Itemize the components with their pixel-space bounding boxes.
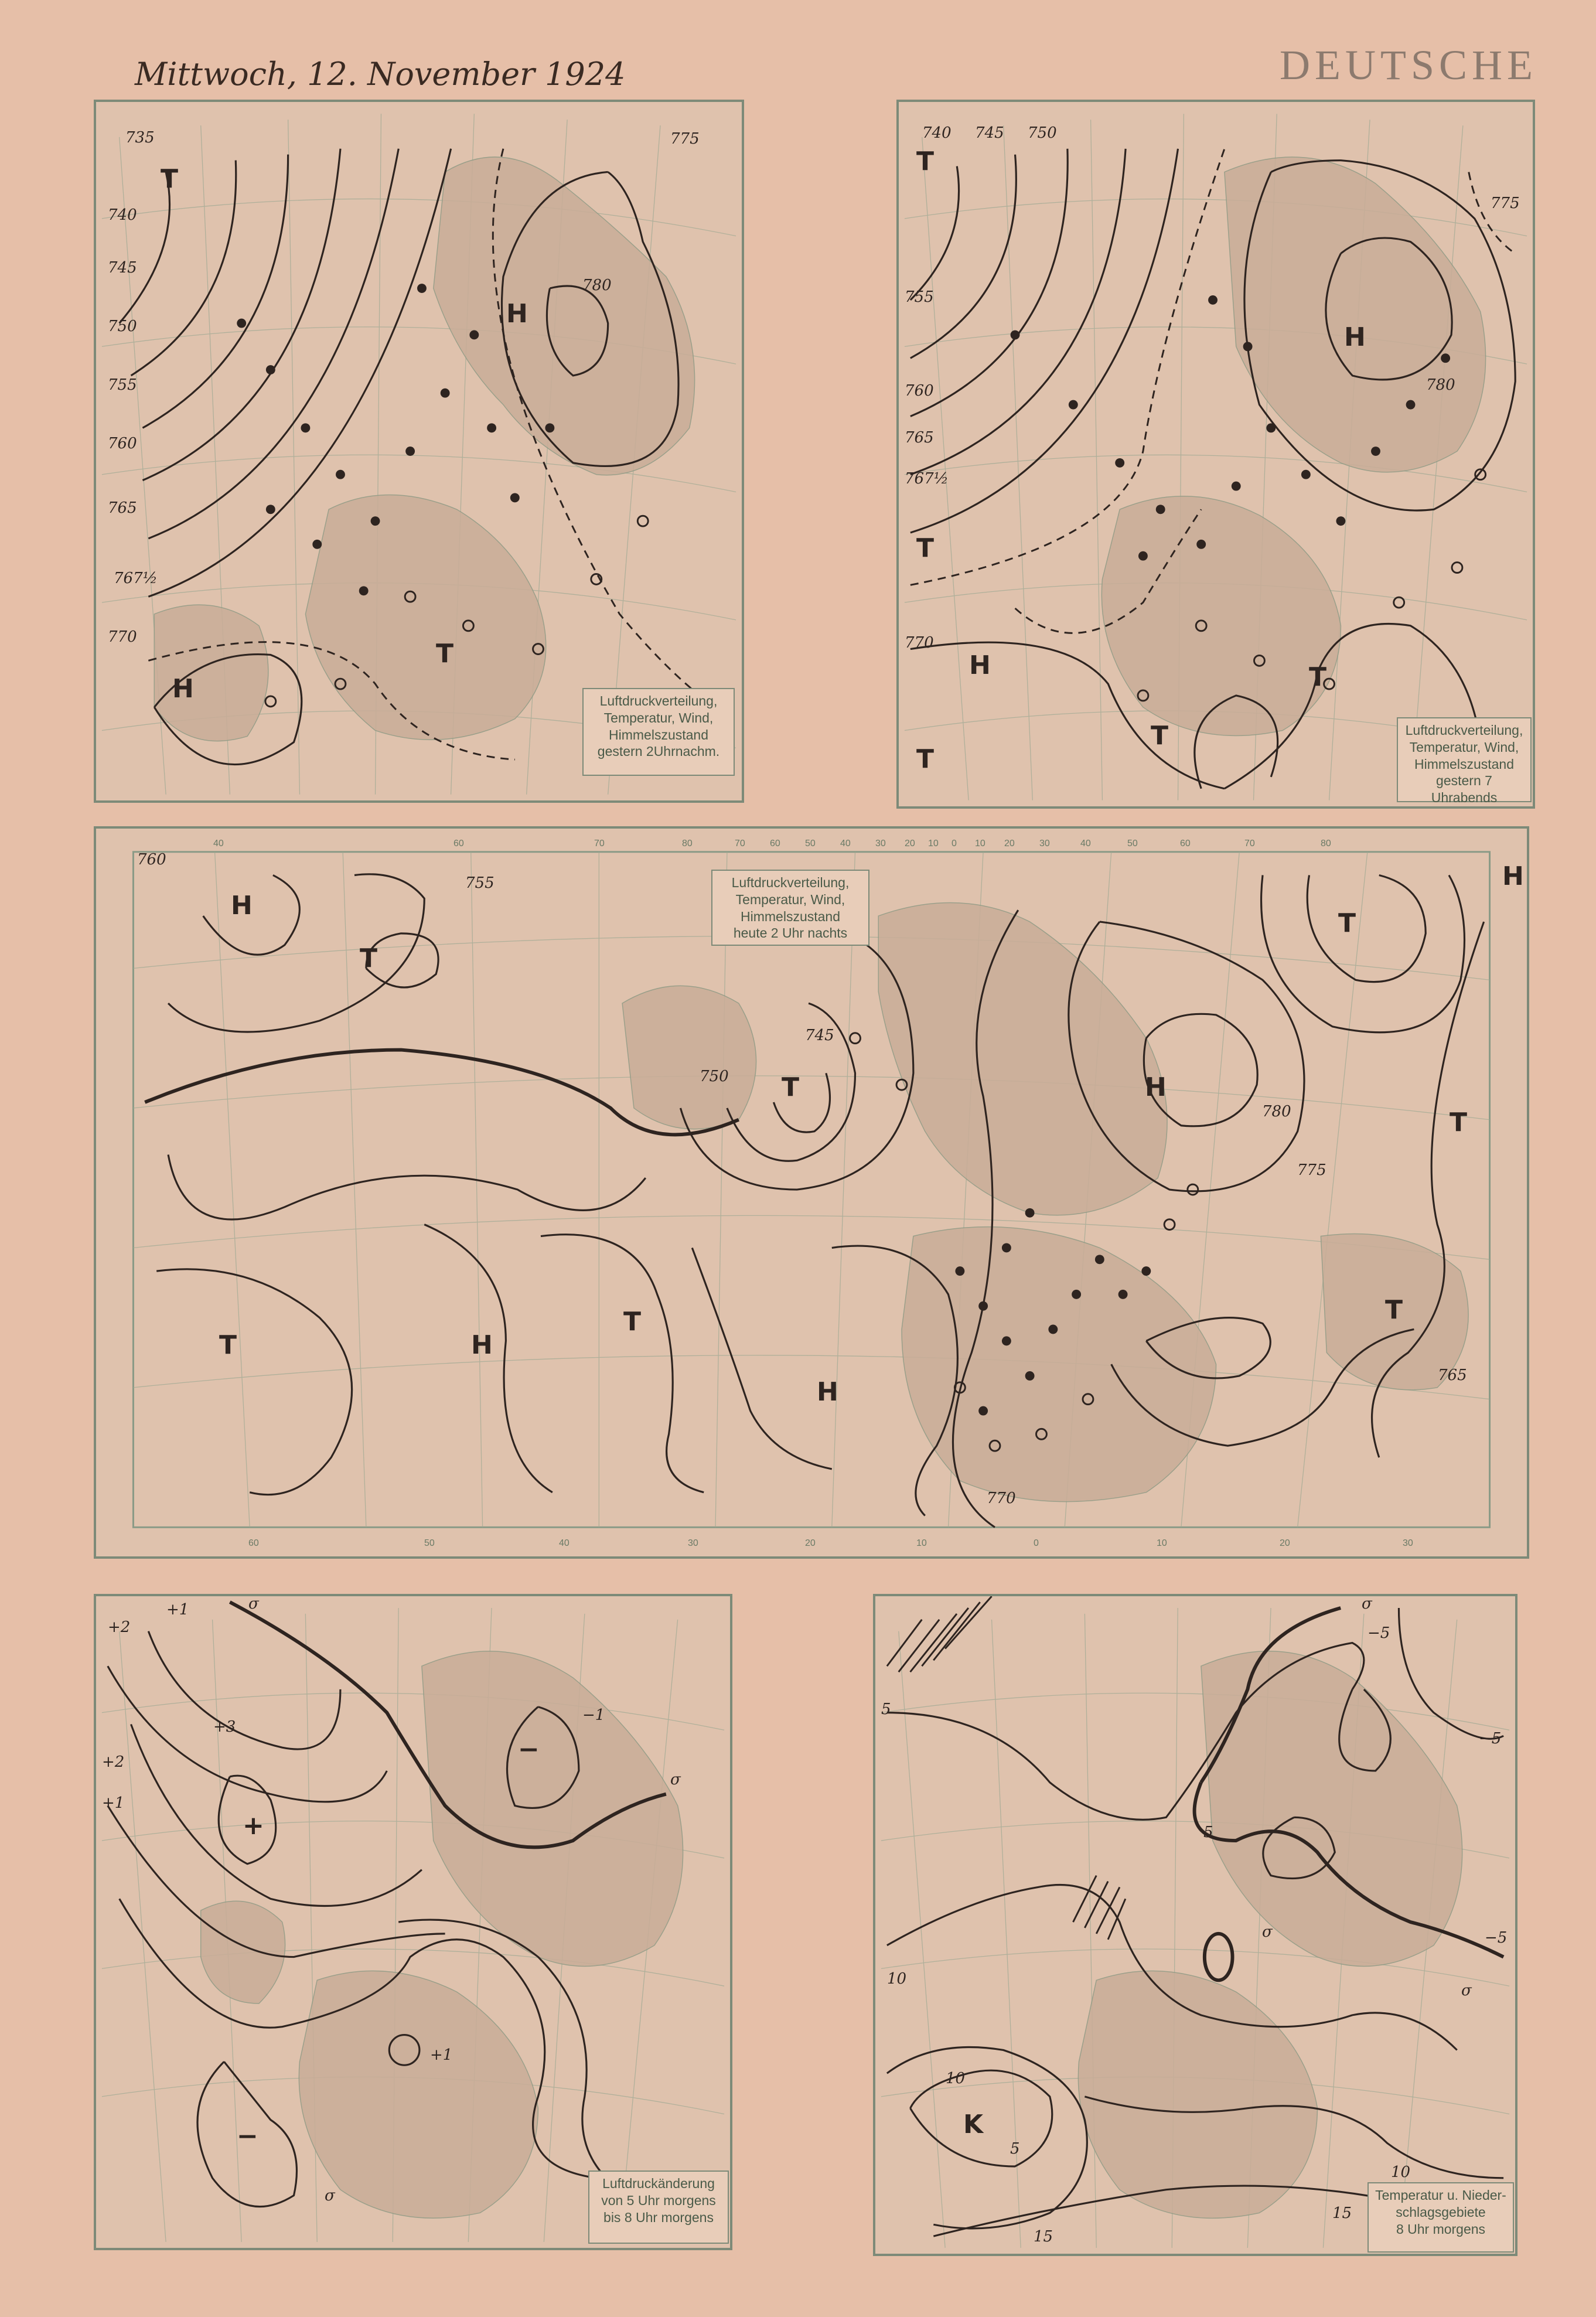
high-pressure-center: H	[1502, 861, 1524, 891]
scale-label: 60	[770, 839, 780, 849]
legend-line: Temperatur, Wind,	[735, 891, 845, 907]
high-pressure-center: H	[506, 299, 528, 329]
isobar-label: 765	[108, 499, 137, 517]
isobar-label: 745	[108, 259, 137, 277]
page-date: Mittwoch, 12. November 1924	[135, 56, 626, 93]
temperature-label: 15	[1332, 2204, 1352, 2222]
scale-label: 10	[1157, 1538, 1167, 1548]
legend-line: Luftdruckverteilung,	[731, 875, 850, 890]
temperature-label: −5	[1367, 1624, 1390, 1642]
scale-label: 20	[805, 1538, 816, 1548]
temperature-label: −5	[1485, 1929, 1508, 1947]
low-pressure-center: T	[1385, 1295, 1403, 1325]
scale-label: 60	[1180, 839, 1191, 849]
isobar-label: 760	[108, 435, 137, 452]
change-label: +1	[102, 1794, 125, 1812]
temperature-label: σ	[1262, 1923, 1273, 1941]
map-legend	[1397, 717, 1532, 805]
change-label: σ	[325, 2187, 335, 2204]
scale-label: 0	[1034, 1538, 1039, 1548]
isobar-label: 745	[975, 124, 1004, 142]
change-minus-center: −	[518, 1735, 540, 1764]
isobar-label: 775	[1491, 195, 1520, 212]
isobar-label: 750	[700, 1068, 729, 1085]
scale-label: 30	[1039, 839, 1050, 849]
scale-label: 30	[688, 1538, 698, 1548]
scale-label: 30	[1403, 1538, 1413, 1548]
low-pressure-center: T	[360, 943, 378, 973]
low-pressure-center: T	[219, 1330, 237, 1360]
isobar-label: 767½	[114, 570, 158, 587]
isobar-label: 780	[1426, 376, 1455, 394]
scale-label: 60	[248, 1538, 259, 1548]
change-label: +1	[166, 1601, 189, 1619]
map-legend	[1367, 2182, 1514, 2253]
scale-label: 20	[1280, 1538, 1290, 1548]
pressure-change-map	[94, 1594, 732, 2250]
change-plus-center: +	[243, 1811, 264, 1841]
scale-label: 0	[952, 839, 957, 849]
legend-line: heute 2 Uhr nachts	[733, 925, 848, 941]
isobar-label: 780	[1262, 1103, 1291, 1120]
scale-label: 40	[840, 839, 851, 849]
legend-line: Luftdruckänderung	[602, 2176, 715, 2191]
low-pressure-center: T	[436, 639, 454, 669]
low-pressure-center: T	[161, 164, 179, 194]
legend-line: Temperatur u. Nieder-	[1375, 2187, 1506, 2203]
legend-line: schlagsgebiete	[1396, 2204, 1486, 2220]
legend-line: 8 Uhr morgens	[1396, 2221, 1486, 2237]
legend-line: gestern 7 Uhrabends	[1431, 773, 1498, 805]
scale-label: 80	[682, 839, 693, 849]
isobar-label: 760	[137, 851, 166, 868]
legend-line: Himmelszustand	[741, 908, 840, 924]
high-pressure-center: H	[969, 650, 991, 680]
legend-line: Luftdruckverteilung,	[1405, 723, 1523, 738]
high-pressure-center: H	[231, 891, 253, 921]
isobar-label: 755	[905, 288, 934, 306]
legend-line: gestern 2Uhrnachm.	[597, 744, 720, 759]
low-pressure-center: T	[916, 146, 935, 176]
isobar-label: 740	[108, 206, 137, 224]
scale-label: 70	[735, 839, 745, 849]
legend-line: bis 8 Uhr morgens	[603, 2209, 714, 2225]
legend-line: Temperatur, Wind,	[603, 710, 714, 725]
scale-label: 60	[453, 839, 464, 849]
legend-line: von 5 Uhr morgens	[601, 2192, 716, 2208]
change-label: +2	[102, 1753, 125, 1771]
temperature-label: σ	[1461, 1982, 1472, 1999]
scale-label: 50	[424, 1538, 435, 1548]
scale-label: 50	[805, 839, 816, 849]
isobar-label: 760	[905, 382, 934, 400]
scale-label: 30	[875, 839, 886, 849]
isobar-label: 770	[905, 634, 934, 652]
isobar-label: 740	[922, 124, 952, 142]
weather-map-yesterday-7pm	[896, 100, 1535, 809]
cold-center: K	[963, 2110, 984, 2139]
scale-label: 80	[1321, 839, 1331, 849]
isobar-label: 770	[987, 1490, 1016, 1507]
low-pressure-center: T	[1338, 908, 1356, 938]
temperature-label: 5	[1010, 2140, 1020, 2158]
weather-map-today-2am	[94, 826, 1529, 1559]
isobar-label: 775	[1297, 1161, 1326, 1179]
scale-label: 40	[1080, 839, 1091, 849]
change-label: +1	[430, 2046, 453, 2064]
isobar-label: 780	[582, 277, 612, 294]
low-pressure-center: T	[782, 1072, 800, 1102]
isobar-label: 755	[465, 874, 495, 892]
map-legend	[582, 688, 735, 776]
temperature-label: 10	[887, 1970, 907, 1988]
legend-line: Temperatur, Wind,	[1409, 739, 1519, 755]
low-pressure-center: T	[1450, 1108, 1468, 1137]
scale-label: 40	[213, 839, 224, 849]
high-pressure-center: H	[817, 1377, 838, 1407]
scale-label: 40	[559, 1538, 569, 1548]
isobar-label: 755	[108, 376, 137, 394]
isobar-label: 775	[670, 130, 700, 148]
change-label: σ	[670, 1771, 681, 1788]
isobar-label: 765	[905, 429, 934, 447]
change-label: +2	[108, 1619, 131, 1636]
change-label: σ	[248, 1595, 259, 1613]
change-minus-center: −	[237, 2121, 258, 2151]
legend-line: Luftdruckverteilung,	[599, 693, 718, 708]
temperature-precipitation-map	[873, 1594, 1517, 2256]
legend-line: Himmelszustand	[1414, 756, 1514, 772]
scale-label: 10	[916, 1538, 927, 1548]
high-pressure-center: H	[471, 1330, 493, 1360]
high-pressure-center: H	[1145, 1072, 1167, 1102]
temperature-label: 15	[1034, 2228, 1053, 2246]
isobar-label: 767½	[905, 470, 949, 488]
temperature-label: σ	[1362, 1595, 1372, 1613]
scale-label: 70	[594, 839, 605, 849]
temperature-label: 5	[881, 1701, 891, 1718]
low-pressure-center: T	[623, 1307, 642, 1337]
low-pressure-center: T	[916, 744, 935, 774]
isobar-label: 750	[1028, 124, 1057, 142]
isobar-label: 770	[108, 628, 137, 646]
low-pressure-center: T	[916, 533, 935, 563]
isobar-label: 735	[125, 129, 155, 146]
isobar-label: 745	[805, 1027, 834, 1044]
isobar-label: 750	[108, 318, 137, 335]
newspaper-title: DEUTSCHE	[1280, 42, 1537, 88]
high-pressure-center: H	[1344, 322, 1366, 352]
temperature-label: 10	[1391, 2163, 1411, 2181]
legend-line: Himmelszustand	[609, 727, 708, 742]
scale-label: 20	[905, 839, 915, 849]
map-2-drawing	[899, 102, 1533, 806]
scale-label: 20	[1004, 839, 1015, 849]
temperature-label: 5	[1203, 1824, 1213, 1841]
scale-label: 10	[928, 839, 939, 849]
temperature-label: 10	[946, 2070, 966, 2087]
map-legend	[588, 2171, 729, 2244]
change-label: −1	[582, 1706, 605, 1724]
isobar-label: 765	[1438, 1367, 1467, 1384]
low-pressure-center: T	[1151, 721, 1169, 751]
scale-label: 10	[975, 839, 985, 849]
temperature-label: −5	[1479, 1730, 1502, 1747]
weather-map-yesterday-2pm	[94, 100, 744, 803]
scale-label: 70	[1244, 839, 1255, 849]
scale-label: 50	[1127, 839, 1138, 849]
map-5-drawing	[875, 1596, 1515, 2254]
map-legend	[711, 870, 869, 946]
change-label: +3	[213, 1718, 236, 1736]
map-4-drawing	[96, 1596, 730, 2248]
low-pressure-center: T	[1309, 662, 1327, 692]
high-pressure-center: H	[172, 674, 194, 704]
